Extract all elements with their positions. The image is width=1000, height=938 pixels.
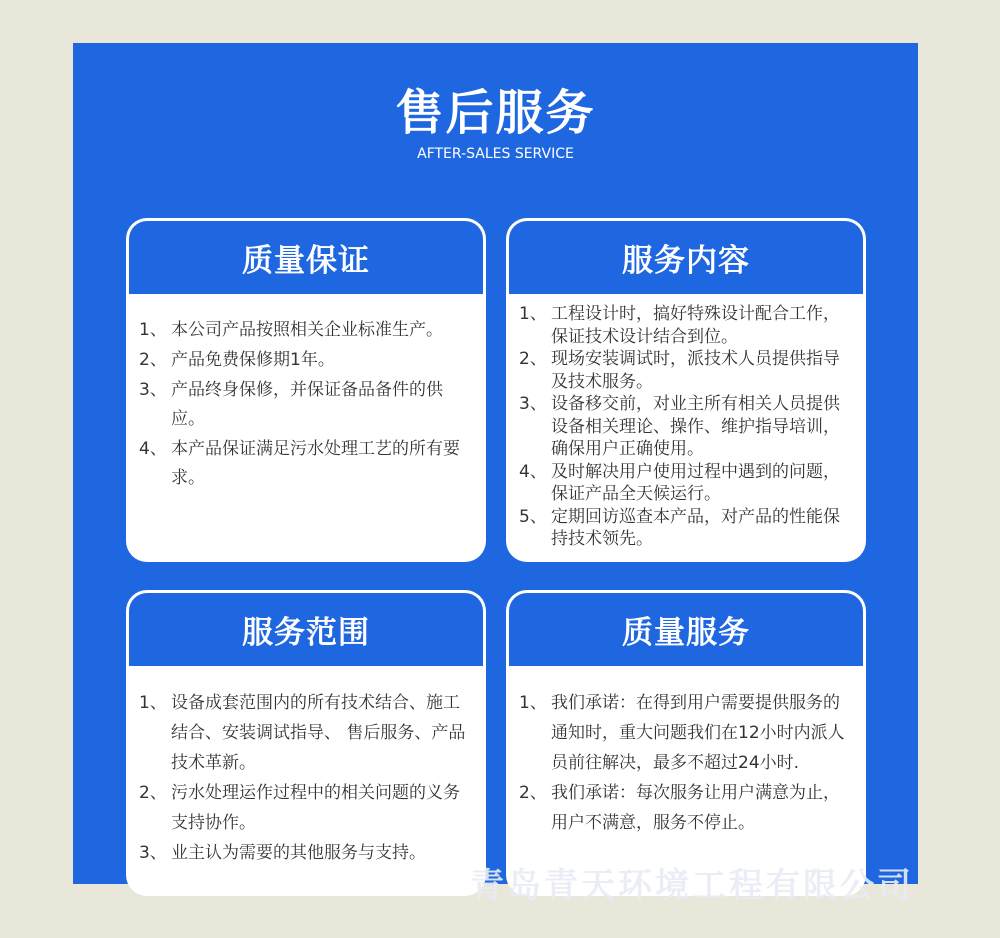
item-text: 污水处理运作过程中的相关问题的义务支持协作。 [171,783,460,833]
item-number: 3、 [139,843,167,863]
list-item [519,461,849,506]
list-item [139,688,469,778]
card-title: 服务范围 [129,593,483,666]
list-item [519,348,849,393]
item-text: 定期回访巡查本产品，对产品的性能保持技术领先。 [551,506,840,549]
item-number: 2、 [519,349,547,369]
list-item [139,778,469,838]
list-item [519,303,849,348]
item-text: 设备移交前，对业主所有相关人员提供设备相关理论、操作、维护指导培训，确保用户正确使用。 [551,394,840,459]
list-item [519,393,849,461]
card-body [509,666,863,838]
item-text: 工程设计时，搞好特殊设计配合工作，保证技术设计结合到位。 [551,304,840,347]
list-item [519,778,849,838]
item-number: 2、 [519,783,547,803]
card-title: 服务内容 [509,221,863,294]
list-item [139,376,469,434]
card-service-scope [129,593,483,893]
item-number: 2、 [139,783,167,803]
list-item [139,435,469,493]
after-sales-panel [73,43,918,884]
card-title: 质量保证 [129,221,483,294]
page-title: 售后服务 [395,85,596,141]
item-text: 产品免费保修期1年。 [171,350,335,370]
item-number: 3、 [139,380,167,400]
item-text: 业主认为需要的其他服务与支持。 [171,843,426,863]
card-service-content [509,221,863,559]
list-item [519,688,849,778]
item-text: 我们承诺：在得到用户需要提供服务的通知时，重大问题我们在12小时内派人员前往解决，最多不超过24小时. [551,693,845,773]
card-title: 质量服务 [509,593,863,666]
card-body [129,294,483,493]
item-text: 现场安装调试时，派技术人员提供指导及技术服务。 [551,349,840,392]
list-item [139,346,469,375]
list-item [519,506,849,551]
card-quality-guarantee [129,221,483,559]
item-number: 1、 [519,693,547,713]
item-text: 本公司产品按照相关企业标准生产。 [171,320,443,340]
item-number: 3、 [519,394,547,414]
item-number: 1、 [139,693,167,713]
item-number: 1、 [139,320,167,340]
company-watermark: 青岛青天环境工程有限公司 [470,866,914,906]
card-quality-service [509,593,863,893]
item-number: 4、 [139,439,167,459]
card-body [129,666,483,868]
item-number: 2、 [139,350,167,370]
item-number: 1、 [519,304,547,324]
list-item [139,838,469,868]
item-text: 我们承诺：每次服务让用户满意为止，用户不满意，服务不停止。 [551,783,840,833]
item-text: 产品终身保修，并保证备品备件的供应。 [171,380,443,429]
list-item [139,316,469,345]
card-body [509,294,863,551]
item-text: 及时解决用户使用过程中遇到的问题，保证产品全天候运行。 [551,461,840,504]
item-number: 4、 [519,461,547,482]
page-subtitle: AFTER-SALES SERVICE [417,146,574,162]
item-text: 设备成套范围内的所有技术结合、施工结合、安装调试指导、 售后服务、产品技术革新。 [171,693,466,773]
item-text: 本产品保证满足污水处理工艺的所有要求。 [171,439,460,488]
item-number: 5、 [519,506,547,527]
